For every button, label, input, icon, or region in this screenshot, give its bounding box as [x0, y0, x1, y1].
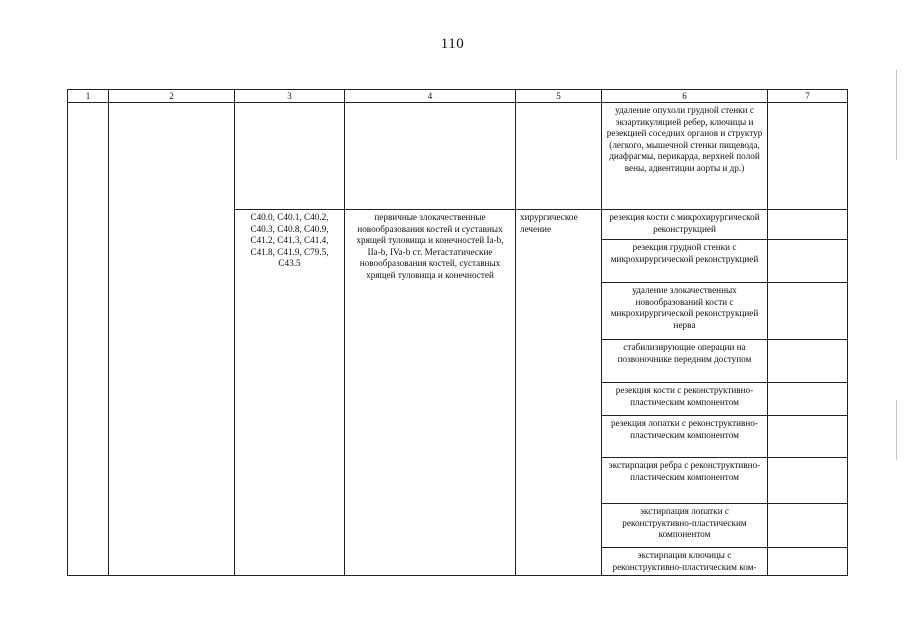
table-row [68, 103, 848, 210]
method-cell: удаление опухоли грудной стенки с экзартикуляцией ребер, ключицы и резекцией соседних органов и структур (легкого, мышечной стенки пищевода, диафрагмы, перикарда, верхней полой вены, адвентиции аорты и др.) [602, 103, 768, 210]
page-number: 110 [440, 36, 465, 52]
method-cell: резекция кости с микрохирургической реконструкцией [602, 210, 768, 240]
method-cell: стабилизирующие операции на позвоночнике передним доступом [602, 340, 768, 383]
col-header-2: 2 [109, 90, 235, 103]
scan-edge-mark [896, 70, 897, 160]
cell-col7 [768, 283, 848, 340]
method-cell: резекция кости с реконструктивно-пластическим компонентом [602, 383, 768, 416]
icd-codes-cell: C40.0, C40.1, C40.2, C40.3, C40.8, C40.9, C41.2, C41.3, C41.4, C41.8, C41.9, C79.5, C43.5 [235, 210, 345, 576]
cell-col7 [768, 240, 848, 283]
cell-col7 [768, 416, 848, 458]
cell-col7 [768, 548, 848, 576]
method-cell: резекция лопатки с реконструктивно-пластическим компонентом [602, 416, 768, 458]
cell-col2 [109, 103, 235, 576]
col-header-4: 4 [345, 90, 516, 103]
cell-col1 [68, 103, 109, 576]
cell-col7 [768, 340, 848, 383]
cell-col7 [768, 210, 848, 240]
treatment-cell: хирургическое лечение [516, 210, 602, 576]
method-cell: резекция грудной стенки с микрохирургической реконструкцией [602, 240, 768, 283]
cell-col7 [768, 458, 848, 504]
cell-col7 [768, 103, 848, 210]
cell-col3-empty [235, 103, 345, 210]
col-header-6: 6 [602, 90, 768, 103]
method-cell: экстирпация ребра с реконструктивно-пластическим компонентом [602, 458, 768, 504]
disease-cell: первичные злокачественные новообразования костей и суставных хрящей туловища и конечностей Ia-b, IIa-b, IVa-b ст. Метастатические новообразования костей, суставных хрящей туловища и конечностей [345, 210, 516, 576]
col-header-5: 5 [516, 90, 602, 103]
col-header-1: 1 [68, 90, 109, 103]
scan-edge-mark [896, 400, 897, 460]
method-cell: экстирпация лопатки с реконструктивно-пластическим компонентом [602, 504, 768, 548]
cell-col7 [768, 383, 848, 416]
cell-col4-empty [345, 103, 516, 210]
col-header-7: 7 [768, 90, 848, 103]
procedures-table [67, 89, 848, 576]
method-cell: удаление злокачественных новообразований кости с микрохирургической реконструкцией нерва [602, 283, 768, 340]
cell-col5-empty [516, 103, 602, 210]
header-row [68, 90, 848, 103]
col-header-3: 3 [235, 90, 345, 103]
cell-col7 [768, 504, 848, 548]
method-cell: экстирпация ключицы с реконструктивно-пластическим ком- [602, 548, 768, 576]
